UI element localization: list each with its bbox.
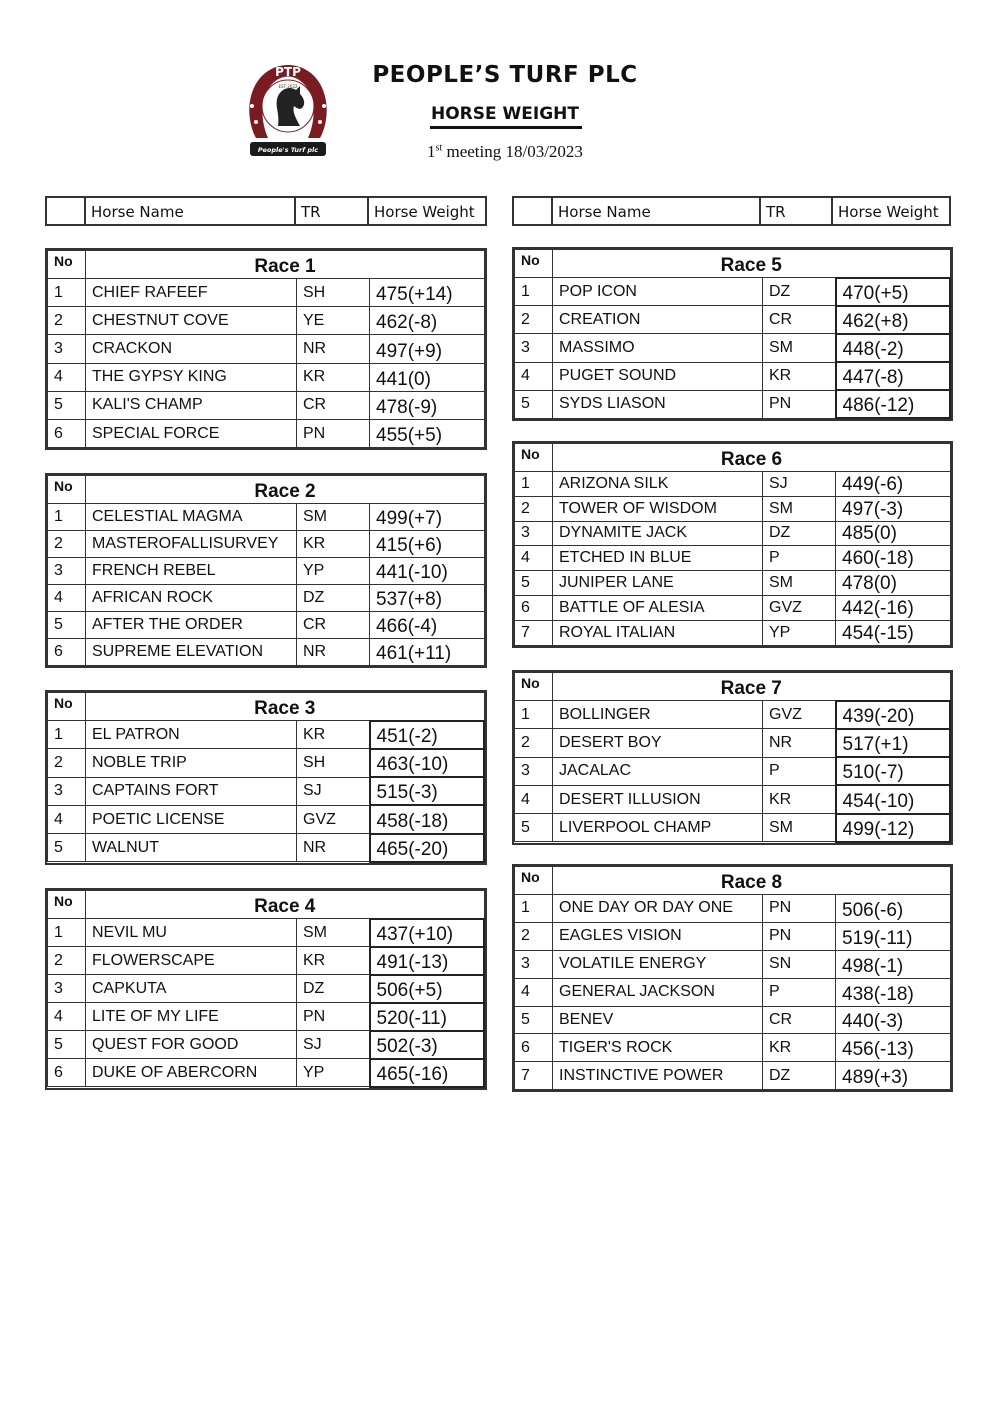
race-grid [47,890,485,1088]
race-header-row [515,673,951,701]
horse-name: CREATION [553,306,763,334]
horse-name: INSTINCTIVE POWER [553,1062,763,1090]
race-no-label: No [48,891,86,919]
horse-weight: 510(-7) [836,757,951,785]
runner-number: 2 [48,749,86,777]
race-title: Race 3 [86,693,485,721]
col-horse-name: Horse Name [553,198,761,224]
race-grid [514,866,951,1090]
horse-weight: 478(-9) [370,391,485,419]
horse-name: DESERT BOY [553,729,763,757]
runner-number: 2 [515,729,553,757]
trainer-code: NR [297,639,370,666]
table-row [515,950,951,978]
horse-weight: 497(+9) [370,335,485,363]
race-header-row [48,693,485,721]
runner-number: 3 [515,334,553,362]
table-row [515,546,951,571]
race-title: Race 4 [86,891,485,919]
runner-number: 2 [515,306,553,334]
trainer-code: KR [297,531,370,558]
trainer-code: SH [297,279,370,307]
runner-number: 5 [515,1006,553,1034]
runner-number: 6 [48,1059,86,1087]
horse-weight: 470(+5) [836,278,951,306]
runner-number: 1 [515,472,553,497]
horse-name: SPECIAL FORCE [86,419,297,447]
race-table [512,670,953,845]
horse-weight: 454(-15) [836,620,951,645]
runner-number: 4 [515,546,553,571]
horse-weight: 455(+5) [370,419,485,447]
horse-name: ETCHED IN BLUE [553,546,763,571]
horse-name: POP ICON [553,278,763,306]
trainer-code: KR [297,721,370,749]
race-no-label: No [48,251,86,279]
table-row [515,620,951,645]
horse-weight: 437(+10) [370,919,485,947]
horse-weight: 515(-3) [370,777,485,805]
table-row [515,390,951,418]
runner-number: 4 [515,785,553,813]
race-no-label: No [515,673,553,701]
runner-number: 4 [48,1003,86,1031]
trainer-code: SJ [297,1031,370,1059]
subtitle-underline [430,126,582,129]
runner-number: 1 [515,278,553,306]
trainer-code: KR [763,785,836,813]
runner-number: 4 [515,362,553,390]
document-subtitle: HORSE WEIGHT [430,104,579,124]
horse-weight: 461(+11) [370,639,485,666]
runner-number: 1 [515,895,553,923]
horse-weight: 520(-11) [370,1003,485,1031]
table-row [48,391,485,419]
runner-number: 5 [515,571,553,596]
horse-weight: 448(-2) [836,334,951,362]
horse-weight: 499(+7) [370,504,485,531]
race-no-label: No [515,250,553,278]
runner-number: 6 [515,1034,553,1062]
col-no [514,198,553,224]
table-row [515,595,951,620]
runner-number: 4 [515,978,553,1006]
trainer-code: YE [297,307,370,335]
race-header-row [515,444,951,472]
horse-name: PUGET SOUND [553,362,763,390]
trainer-code: P [763,757,836,785]
meeting-text: meeting 18/03/2023 [442,142,583,161]
horse-weight: 440(-3) [836,1006,951,1034]
trainer-code: DZ [763,278,836,306]
runner-number: 5 [48,612,86,639]
table-row [515,1006,951,1034]
runner-number: 2 [48,531,86,558]
race-no-label: No [515,444,553,472]
table-row [48,721,485,749]
trainer-code: GVZ [763,595,836,620]
race-no-label: No [515,867,553,895]
horse-weight: 478(0) [836,571,951,596]
table-row [515,701,951,729]
table-row [515,814,951,842]
horse-weight: 486(-12) [836,390,951,418]
table-row [48,335,485,363]
horse-weight: 415(+6) [370,531,485,558]
meeting-ordinal: 1 [427,142,436,161]
runner-number: 3 [515,521,553,546]
race-title: Race 5 [553,250,951,278]
horse-weight: 475(+14) [370,279,485,307]
table-row [48,307,485,335]
horse-weight: 441(-10) [370,558,485,585]
trainer-code: GVZ [297,805,370,833]
trainer-code: SJ [297,777,370,805]
horse-name: ARIZONA SILK [553,472,763,497]
horse-name: CAPKUTA [86,975,297,1003]
horse-weight: 497(-3) [836,496,951,521]
table-row [48,749,485,777]
trainer-code: SM [763,334,836,362]
col-no [47,198,86,224]
table-row [48,363,485,391]
horse-weight: 537(+8) [370,585,485,612]
svg-text:People's Turf plc: People's Turf plc [257,146,319,154]
runner-number: 1 [48,504,86,531]
trainer-code: PN [763,390,836,418]
trainer-code: YP [763,620,836,645]
horse-name: CAPTAINS FORT [86,777,297,805]
horse-weight: 460(-18) [836,546,951,571]
table-row [48,975,485,1003]
runner-number: 5 [48,1031,86,1059]
horse-weight: 441(0) [370,363,485,391]
trainer-code: NR [297,335,370,363]
horse-name: NEVIL MU [86,919,297,947]
race-grid [47,692,485,863]
horse-name: CELESTIAL MAGMA [86,504,297,531]
meeting-date [380,142,630,162]
table-row [515,571,951,596]
runner-number: 4 [48,363,86,391]
meeting-ordinal-suffix: st [435,142,443,154]
runner-number: 4 [48,805,86,833]
horse-weight: 499(-12) [836,814,951,842]
runner-number: 5 [48,834,86,862]
horse-name: SUPREME ELEVATION [86,639,297,666]
horse-weight: 517(+1) [836,729,951,757]
race-table [45,888,487,1090]
horse-name: SYDS LIASON [553,390,763,418]
table-row [515,785,951,813]
trainer-code: PN [763,895,836,923]
race-no-label: No [48,476,86,504]
race-table [45,248,487,450]
table-row [48,612,485,639]
horse-weight: 454(-10) [836,785,951,813]
horse-name: CHIEF RAFEEF [86,279,297,307]
table-row [48,1031,485,1059]
horse-name: CHESTNUT COVE [86,307,297,335]
table-row [515,306,951,334]
runner-number: 3 [48,558,86,585]
company-title: PEOPLE’S TURF PLC [372,62,638,88]
race-header-row [515,867,951,895]
runner-number: 1 [48,279,86,307]
horse-name: MASSIMO [553,334,763,362]
horse-weight: 451(-2) [370,721,485,749]
race-grid [47,475,485,666]
trainer-code: KR [763,362,836,390]
trainer-code: CR [763,306,836,334]
trainer-code: SJ [763,472,836,497]
trainer-code: CR [297,612,370,639]
table-row [48,419,485,447]
runner-number: 2 [48,947,86,975]
horse-weight: 462(-8) [370,307,485,335]
table-row [48,558,485,585]
runner-number: 1 [48,721,86,749]
race-header-row [48,476,485,504]
runner-number: 6 [515,595,553,620]
runner-number: 3 [48,975,86,1003]
race-no-label: No [48,693,86,721]
race-grid [514,443,951,646]
trainer-code: SM [297,504,370,531]
col-horse-weight: Horse Weight [374,203,475,221]
horse-name: LITE OF MY LIFE [86,1003,297,1031]
table-row [515,757,951,785]
race-table [512,441,953,648]
race-grid [514,249,951,419]
runner-number: 4 [48,585,86,612]
horse-weight: 462(+8) [836,306,951,334]
race-table [45,690,487,865]
horse-name: JACALAC [553,757,763,785]
table-row [48,1059,485,1087]
horse-weight: 447(-8) [836,362,951,390]
race-grid [514,672,951,843]
runner-number: 6 [48,639,86,666]
race-title: Race 8 [553,867,951,895]
col-horse-weight: Horse Weight [838,203,939,221]
race-title: Race 6 [553,444,951,472]
runner-number: 1 [48,919,86,947]
trainer-code: PN [297,1003,370,1031]
race-title: Race 7 [553,673,951,701]
table-row [515,496,951,521]
table-row [48,279,485,307]
table-row [48,777,485,805]
horse-weight: 463(-10) [370,749,485,777]
trainer-code: P [763,978,836,1006]
runner-number: 2 [515,922,553,950]
svg-text:EST 2022: EST 2022 [278,84,298,89]
horse-name: AFRICAN ROCK [86,585,297,612]
horse-name: LIVERPOOL CHAMP [553,814,763,842]
horse-name: DYNAMITE JACK [553,521,763,546]
company-logo [244,60,332,160]
table-row [48,531,485,558]
horse-weight: 498(-1) [836,950,951,978]
race-table [512,864,953,1092]
horse-name: FRENCH REBEL [86,558,297,585]
horse-name: POETIC LICENSE [86,805,297,833]
race-title: Race 2 [86,476,485,504]
horse-weight: 456(-13) [836,1034,951,1062]
horse-name: EAGLES VISION [553,922,763,950]
race-header-row [515,250,951,278]
horse-name: GENERAL JACKSON [553,978,763,1006]
runner-number: 2 [515,496,553,521]
runner-number: 7 [515,1062,553,1090]
horse-name: JUNIPER LANE [553,571,763,596]
table-row [48,805,485,833]
trainer-code: PN [763,922,836,950]
table-row [515,895,951,923]
horse-name: EL PATRON [86,721,297,749]
trainer-code: DZ [763,1062,836,1090]
race-header-row [48,251,485,279]
trainer-code: KR [297,363,370,391]
horse-name: BOLLINGER [553,701,763,729]
horse-name: TIGER'S ROCK [553,1034,763,1062]
trainer-code: SM [763,496,836,521]
horse-weight: 465(-20) [370,834,485,862]
runner-number: 2 [48,307,86,335]
runner-number: 3 [48,335,86,363]
trainer-code: KR [297,947,370,975]
horse-weight: 519(-11) [836,922,951,950]
race-table [45,473,487,668]
race-table [512,247,953,421]
runner-number: 1 [515,701,553,729]
trainer-code: YP [297,558,370,585]
table-row [515,521,951,546]
column-header-left [45,196,487,226]
table-row [48,919,485,947]
trainer-code: SH [297,749,370,777]
trainer-code: SN [763,950,836,978]
trainer-code: SM [763,814,836,842]
horse-weight: 438(-18) [836,978,951,1006]
horse-name: MASTEROFALLISURVEY [86,531,297,558]
trainer-code: GVZ [763,701,836,729]
trainer-code: DZ [763,521,836,546]
table-row [48,639,485,666]
horse-name: TOWER OF WISDOM [553,496,763,521]
table-row [515,922,951,950]
horse-weight: 466(-4) [370,612,485,639]
trainer-code: P [763,546,836,571]
horse-name: BATTLE OF ALESIA [553,595,763,620]
runner-number: 5 [515,814,553,842]
horse-name: CRACKON [86,335,297,363]
horse-name: ONE DAY OR DAY ONE [553,895,763,923]
horse-name: THE GYPSY KING [86,363,297,391]
horse-name: VOLATILE ENERGY [553,950,763,978]
table-row [48,585,485,612]
horse-weight: 442(-16) [836,595,951,620]
trainer-code: KR [763,1034,836,1062]
table-row [515,334,951,362]
table-row [515,472,951,497]
table-row [48,947,485,975]
horse-name: DESERT ILLUSION [553,785,763,813]
trainer-code: NR [763,729,836,757]
col-horse-name: Horse Name [86,198,296,224]
horse-weight: 458(-18) [370,805,485,833]
svg-text:PTP: PTP [275,65,301,79]
table-row [515,1062,951,1090]
table-row [515,362,951,390]
horse-weight: 489(+3) [836,1062,951,1090]
horse-name: AFTER THE ORDER [86,612,297,639]
race-title: Race 1 [86,251,485,279]
column-header-right [512,196,951,226]
runner-number: 3 [48,777,86,805]
trainer-code: NR [297,834,370,862]
race-grid [47,250,485,448]
trainer-code: YP [297,1059,370,1087]
horse-name: DUKE OF ABERCORN [86,1059,297,1087]
runner-number: 6 [48,419,86,447]
runner-number: 7 [515,620,553,645]
horse-name: BENEV [553,1006,763,1034]
horse-weight: 439(-20) [836,701,951,729]
horse-name: WALNUT [86,834,297,862]
trainer-code: DZ [297,975,370,1003]
horse-weight: 485(0) [836,521,951,546]
horse-name: ROYAL ITALIAN [553,620,763,645]
col-tr: TR [761,198,833,224]
horse-weight: 465(-16) [370,1059,485,1087]
table-row [515,278,951,306]
horse-name: QUEST FOR GOOD [86,1031,297,1059]
trainer-code: SM [763,571,836,596]
table-row [515,729,951,757]
trainer-code: DZ [297,585,370,612]
horse-weight: 506(-6) [836,895,951,923]
horse-weight: 502(-3) [370,1031,485,1059]
col-tr: TR [296,198,369,224]
table-row [48,1003,485,1031]
table-row [515,978,951,1006]
runner-number: 5 [48,391,86,419]
trainer-code: CR [763,1006,836,1034]
horse-name: FLOWERSCAPE [86,947,297,975]
trainer-code: PN [297,419,370,447]
horse-weight: 506(+5) [370,975,485,1003]
horse-name: NOBLE TRIP [86,749,297,777]
trainer-code: SM [297,919,370,947]
race-header-row [48,891,485,919]
horse-name: KALI'S CHAMP [86,391,297,419]
table-row [48,834,485,862]
table-row [515,1034,951,1062]
horseshoe-logo-icon [244,60,332,160]
runner-number: 5 [515,390,553,418]
horse-weight: 449(-6) [836,472,951,497]
horse-weight: 491(-13) [370,947,485,975]
runner-number: 3 [515,757,553,785]
table-row [48,504,485,531]
trainer-code: CR [297,391,370,419]
runner-number: 3 [515,950,553,978]
